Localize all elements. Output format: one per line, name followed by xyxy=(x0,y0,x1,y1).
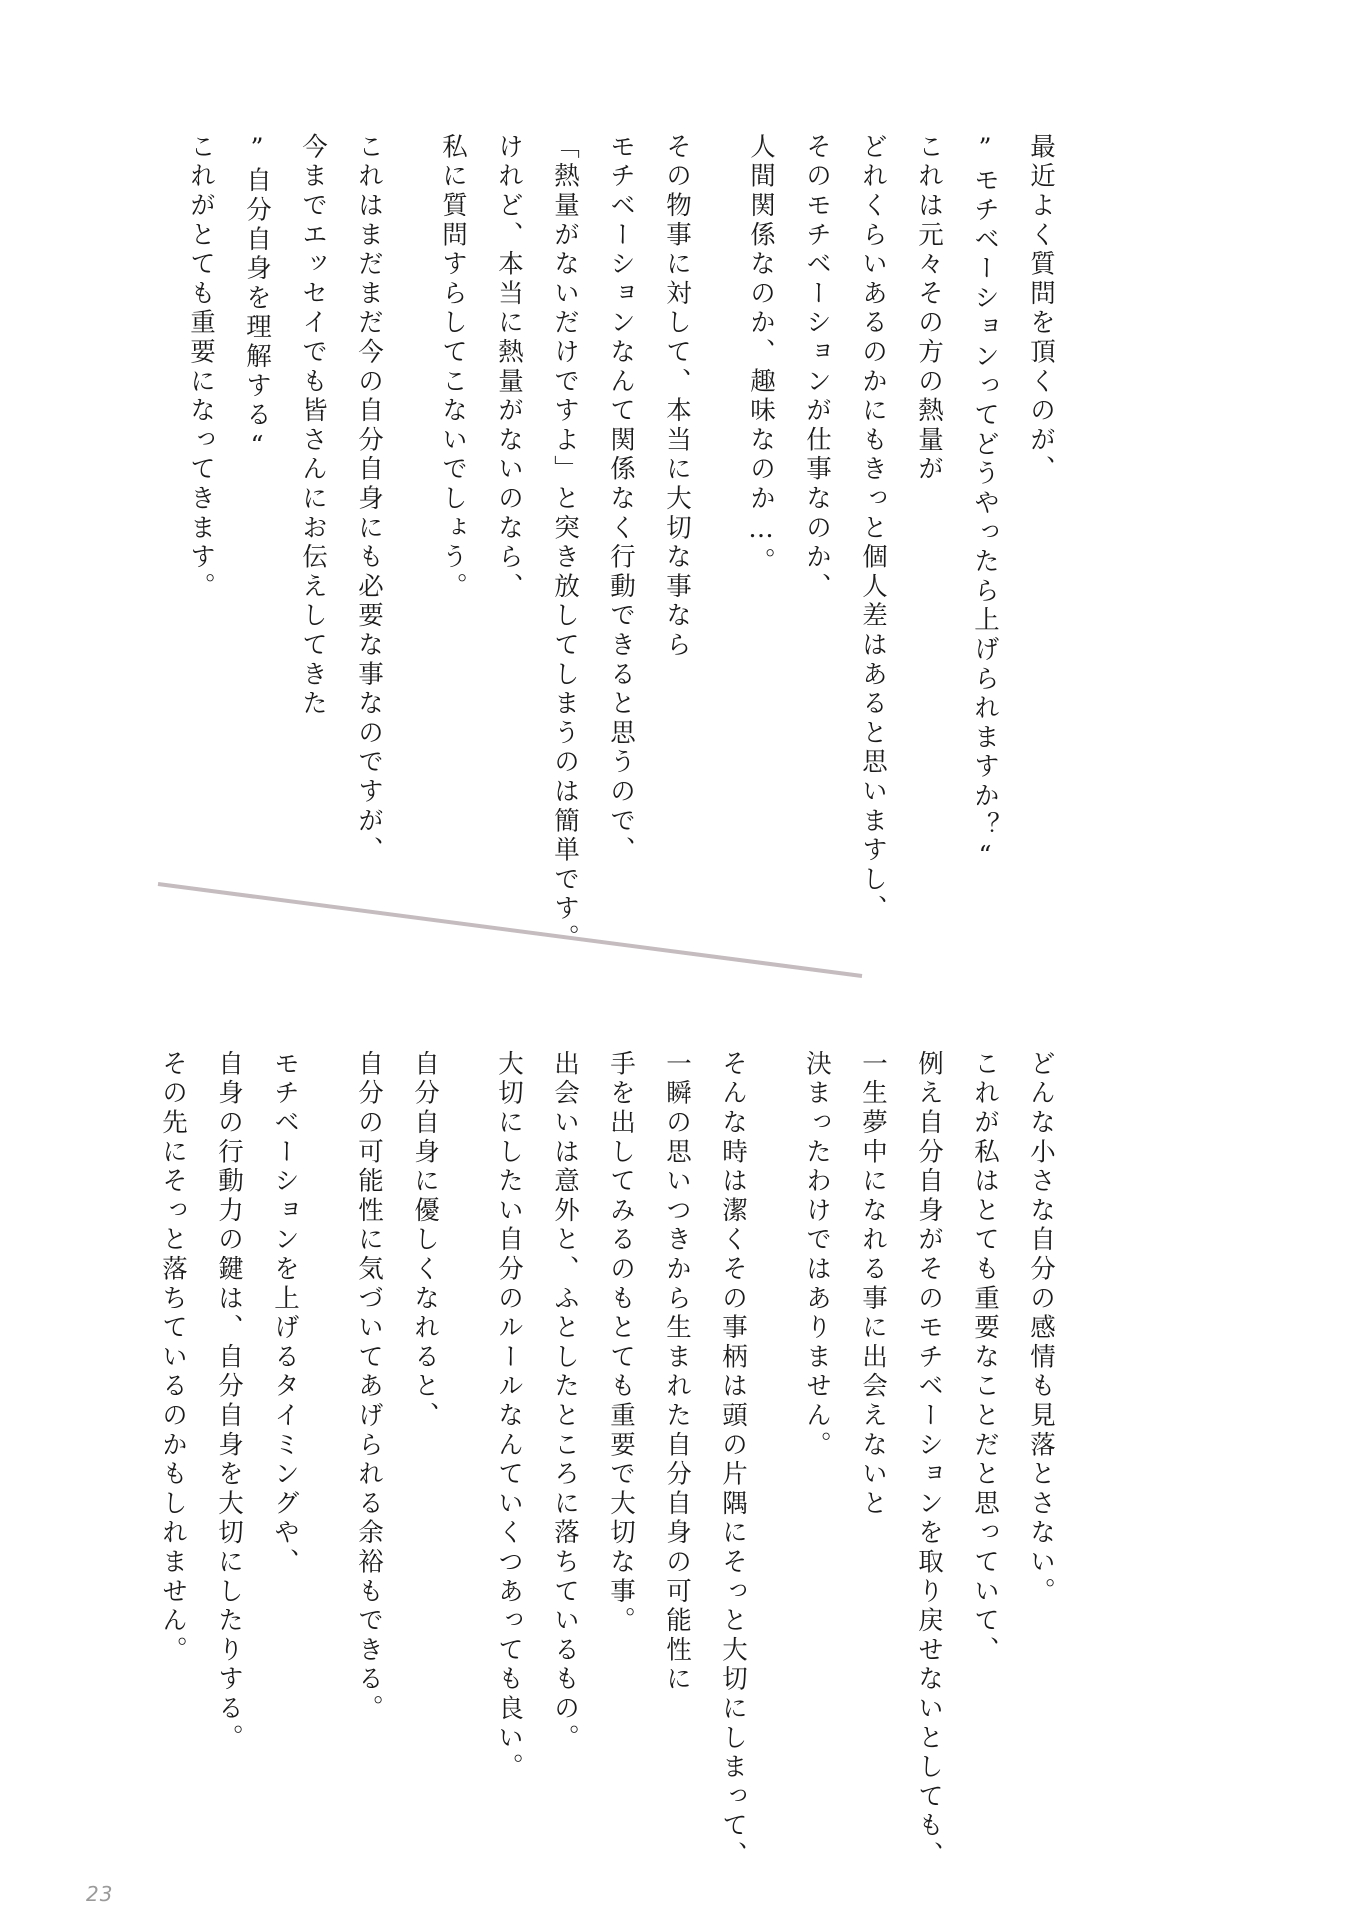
text-column: その物事に対して、本当に大切な事なら xyxy=(662,133,692,661)
text-column: モチベーションを上げるタイミングや、 xyxy=(270,1050,300,1578)
text-column: ”自分自身を理解する“ xyxy=(242,133,272,465)
text-column: どんな小さな自分の感情も見落とさない。 xyxy=(1026,1050,1056,1607)
text-column: どれくらいあるのかにもきっと個人差はあると思いますし、 xyxy=(858,133,888,925)
text-column: これはまだまだ今の自分自身にも必要な事なのですが、 xyxy=(354,133,384,866)
text-column: 一瞬の思いつきから生まれた自分自身の可能性に xyxy=(662,1050,692,1695)
text-column: これが私はとても重要なことだと思っていて、 xyxy=(970,1050,1000,1666)
page-number: 23 xyxy=(86,1882,114,1906)
text-column: これがとても重要になってきます。 xyxy=(186,133,216,602)
text-column: 大切にしたい自分のルールなんていくつあっても良い。 xyxy=(494,1050,524,1783)
text-column: ”モチベーションってどうやったら上げられますか？“ xyxy=(970,133,1000,875)
divider-line xyxy=(158,884,862,976)
text-column: モチベーションなんて関係なく行動できると思うので、 xyxy=(606,133,636,866)
text-column: 私に質問すらしてこないでしょう。 xyxy=(438,133,468,602)
text-column: その先にそっと落ちているのかもしれません。 xyxy=(158,1050,188,1666)
text-column: 出会いは意外と、ふとしたところに落ちているもの。 xyxy=(550,1050,580,1754)
text-column: 「熱量がないだけですよ」と突き放してしまうのは簡単です。 xyxy=(550,133,580,954)
bottom-text-block xyxy=(129,1050,1056,1871)
text-column: 人間関係なのか、趣味なのか…。 xyxy=(746,133,776,577)
text-column: 手を出してみるのもとても重要で大切な事。 xyxy=(606,1050,636,1636)
text-column: これは元々その方の熱量が xyxy=(914,133,944,485)
text-column: けれど、本当に熱量がないのなら、 xyxy=(494,133,524,602)
text-column: 一生夢中になれる事に出会えないと xyxy=(858,1050,888,1519)
text-column: そんな時は潔くその事柄は頭の片隅にそっと大切にしまって、 xyxy=(718,1050,748,1871)
text-column: 自分の可能性に気づいてあげられる余裕もできる。 xyxy=(354,1050,384,1724)
text-column: 自分自身に優しくなれると、 xyxy=(410,1050,440,1431)
text-column: 決まったわけではありません。 xyxy=(802,1050,832,1461)
text-column: そのモチベーションが仕事なのか、 xyxy=(802,133,832,602)
text-column: 最近よく質問を頂くのが、 xyxy=(1026,133,1056,485)
text-column: 今までエッセイでも皆さんにお伝えしてきた xyxy=(298,133,328,719)
text-column: 自身の行動力の鍵は、自分自身を大切にしたりする。 xyxy=(214,1050,244,1754)
text-column: 例え自分自身がそのモチベーションを取り戻せないとしても、 xyxy=(914,1050,944,1871)
